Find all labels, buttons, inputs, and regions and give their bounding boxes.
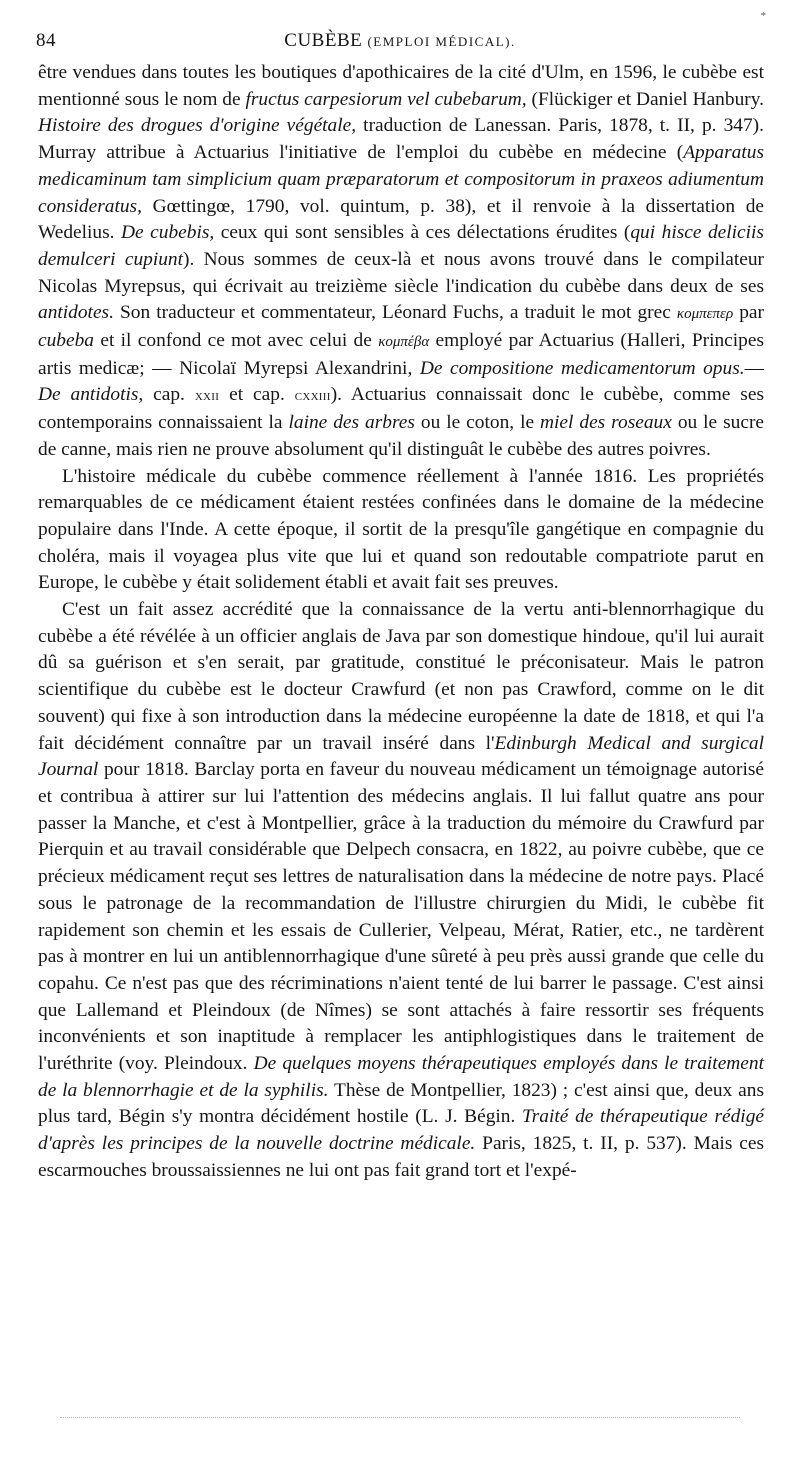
text-run: Son traducteur et commentateur, Léonard Fuchs, a traduit le mot grec xyxy=(113,302,677,324)
text-run: ou le coton, le xyxy=(414,412,541,434)
text-run: ceux qui sont sensibles à ces délectations érudites ( xyxy=(214,222,631,244)
italic-term: laine des arbres xyxy=(288,412,415,434)
text-run: (Flückiger et Daniel Hanbury. xyxy=(526,88,765,110)
paragraph-2: L'histoire médicale du cubèbe commence réellement à l'année 1816. Les propriétés remarquables de ce médicament étaient restées confinées dans le domaine de la médecine populaire dans l'Inde. A cette époque, il sortit de la presqu'île gangétique en compagnie du choléra, mais il voyagea plus vite que lui et quand son redoutable compatriote parut en Europe, le cubèbe y était solidement établi et avait fait ses preuves. xyxy=(38,465,764,594)
italic-title: De compositione medicamentorum opus. xyxy=(419,357,745,379)
text-run: pour 1818. Barclay porta en faveur du nouveau médicament un témoignage autorisé et contribua à attirer sur lui l'attention des médecins anglais. Il lui fallut quatre ans pour passer la Manche, et c'est à Montpellier, grâce à la traduction du mémoire du Crawfurd par Pierquin et au travail considérable que Delpech consacra, en 1822, au poivre cubèbe, que ce précieux médicament reçut ses lettres de naturalisation dans la médecine de notre pays. Placé sous le patronage de la recommandation de l'illustre chirurgien du Midi, le cubèbe fit rapidement son chemin et les essais de Cullerier, Velpeau, Mérat, Ratier, etc., ne tardèrent pas à montrer en lui un antiblennorrhagique d'une sûreté à peu près aussi grande que celle du copahu. Ce n'est pas que des récriminations n'aient tenté de lui barrer le passage. C'est ainsi que Lallemand et Pleindoux (de Nîmes) se sont attachés à faire ressortir ses fréquents inconvénients et son inaptitude à remplacer les antiphlogistiques dans le traitement de l'uréthrite (voy. Pleindoux. xyxy=(38,759,764,1075)
bottom-rule xyxy=(60,1417,740,1418)
text-run: et cap. xyxy=(219,384,295,406)
text-run: être vendues dans toutes les boutiques d'apothicaires de la cité d'Ulm, en 1596, le cubèbe est mentionné sous le nom de xyxy=(38,62,764,110)
greek-word: κομπέβα xyxy=(378,334,430,351)
text-run: par xyxy=(733,302,764,324)
paragraph-3 xyxy=(38,597,764,1184)
italic-title: Edinburgh Medical and surgical Journal xyxy=(38,732,764,781)
italic-term: antidotes. xyxy=(38,302,114,324)
page-number: 84 xyxy=(36,30,56,51)
page-header xyxy=(36,30,764,56)
text-run: traduction de Lanessan. Paris, 1878, t. II, p. 347). Murray attribue à Actuarius l'initiative de l'emploi du cubèbe en médecine ( xyxy=(38,115,764,164)
text-run: Thèse de Montpellier, 1823) ; c'est ainsi que, deux ans plus tard, Bégin s'y montra décidément hostile (L. J. Bégin. xyxy=(38,1079,764,1128)
text-run: — xyxy=(744,357,764,379)
greek-word: κομπεπερ xyxy=(676,306,734,323)
italic-title: Traité de thérapeutique rédigé d'après les principes de la nouvelle doctrine médicale. xyxy=(38,1106,764,1155)
italic-title: Histoire des drogues d'origine végétale, xyxy=(38,115,357,137)
text-run: employé par Actuarius (Halleri, Principes artis medicæ; — Nicolaï Myrepsi Alexandrini, xyxy=(38,330,764,379)
roman-numeral: cxxiii xyxy=(294,388,331,405)
italic-term: cubeba xyxy=(38,330,94,352)
text-run: ). Nous sommes de ceux-là et nous avons trouvé dans le compilateur Nicolas Myrepsus, qui écrivait au treizième siècle l'indication du cubèbe dans deux de ses xyxy=(38,248,765,297)
italic-title: Apparatus medicaminum tam simplicium quam præparatorum et compositorum in praxeos adiumentum consideratus, xyxy=(38,142,764,217)
roman-numeral: xxii xyxy=(194,388,220,405)
text-run: C'est un fait assez accrédité que la connaissance de la vertu anti-blennorrhagique du cubèbe a été révélée à un officier anglais de Java par son domestique hindoue, qu'il lui aurait dû sa guérison et s'en serait, par gratitude, constitué le préconisateur. Mais le patron scientifique du cubèbe est le docteur Crawfurd (et non pas Crawford, comme on le dit souvent) qui fixe à son introduction dans la médecine européenne la date de 1818, et qui l'a fait décidément connaître par un travail inséré dans l' xyxy=(38,599,764,754)
running-title xyxy=(36,30,764,52)
text-run: Gœttingœ, 1790, vol. quintum, p. 38), et il renvoie à la dissertation de Wedelius. xyxy=(38,195,764,244)
text-run: cap. xyxy=(143,384,195,406)
corner-mark: * xyxy=(760,10,766,22)
text-run: ou le sucre de canne, mais rien ne prouve absolument qu'il distinguât le cubèbe des autres poivres. xyxy=(38,412,765,460)
running-title-subtitle: (EMPLOI MÉDICAL). xyxy=(367,34,516,49)
italic-quote: qui hisce deliciis demulceri cupiunt xyxy=(38,222,764,270)
italic-term: miel des roseaux xyxy=(540,412,672,434)
text-run: Paris, 1825, t. II, p. 537). Mais ces escarmouches broussaissiennes ne lui ont pas fait grand tort et l'expé- xyxy=(38,1133,764,1181)
text-body xyxy=(38,60,764,1185)
italic-title: De antidotis, xyxy=(38,384,144,406)
text-run: ). Actuarius connaissait donc le cubèbe, comme ses contemporains connaissaient la xyxy=(38,384,764,434)
italic-title: fructus carpesiorum vel cubebarum, xyxy=(245,88,527,110)
italic-title: De quelques moyens thérapeutiques employés dans le traitement de la blennorrhagie et de la syphilis. xyxy=(38,1053,764,1101)
italic-title: De cubebis, xyxy=(121,222,215,244)
running-title-main: CUBÈBE xyxy=(284,30,363,51)
paragraph-1 xyxy=(38,60,764,464)
text-run: et il confond ce mot avec celui de xyxy=(94,330,379,352)
